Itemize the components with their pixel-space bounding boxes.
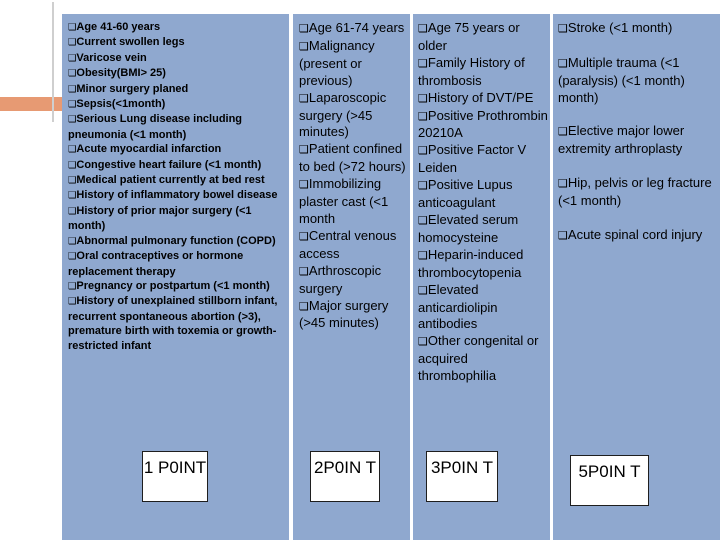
risk-factor-item: ❑Multiple trauma (<1 (paralysis) (<1 month) month) bbox=[558, 54, 685, 105]
checkbox-bullet-icon: ❑ bbox=[68, 37, 77, 49]
checkbox-bullet-icon: ❑ bbox=[68, 235, 77, 247]
checkbox-bullet-icon: ❑ bbox=[418, 283, 428, 297]
checkbox-bullet-icon: ❑ bbox=[418, 179, 428, 193]
risk-factor-item: ❑Elevated serum homocysteine bbox=[418, 211, 519, 245]
risk-factor-list bbox=[68, 20, 286, 353]
risk-factor-item: ❑Abnormal pulmonary function (COPD) bbox=[68, 234, 276, 247]
checkbox-bullet-icon: ❑ bbox=[558, 22, 568, 35]
risk-factor-item: ❑Elective major lower extremity arthroplasty bbox=[558, 123, 685, 157]
risk-factor-list bbox=[418, 20, 548, 385]
checkbox-bullet-icon: ❑ bbox=[68, 280, 77, 292]
checkbox-bullet-icon: ❑ bbox=[68, 296, 77, 308]
points-box-3: 3P0IN T bbox=[426, 451, 498, 502]
checkbox-bullet-icon: ❑ bbox=[299, 39, 309, 53]
checkbox-bullet-icon: ❑ bbox=[68, 175, 77, 187]
risk-factor-item: ❑Patient confined to bed (>72 hours) bbox=[299, 141, 406, 175]
risk-factor-item: ❑Obesity(BMI> 25) bbox=[68, 67, 166, 80]
points-box-1: 1 P0INT bbox=[142, 451, 208, 502]
risk-factor-item: ❑Central venous access bbox=[299, 227, 397, 261]
risk-factor-item: ❑Positive Lupus anticoagulant bbox=[418, 177, 513, 211]
risk-factor-item: ❑Congestive heart failure (<1 month) bbox=[68, 158, 262, 171]
checkbox-bullet-icon: ❑ bbox=[418, 144, 428, 158]
points-box-5: 5P0IN T bbox=[570, 455, 649, 506]
checkbox-bullet-icon: ❑ bbox=[418, 56, 428, 70]
risk-factor-list bbox=[558, 20, 720, 262]
checkbox-bullet-icon: ❑ bbox=[558, 228, 568, 242]
checkbox-bullet-icon: ❑ bbox=[299, 143, 309, 157]
risk-factor-item: ❑Age 75 years or older bbox=[418, 20, 520, 53]
risk-factor-item: ❑Acute myocardial infarction bbox=[68, 143, 222, 156]
checkbox-bullet-icon: ❑ bbox=[418, 109, 428, 123]
risk-factor-item: ❑Major surgery (>45 minutes) bbox=[299, 297, 389, 331]
risk-factor-item: ❑Other congenital or acquired thrombophilia bbox=[418, 333, 539, 384]
risk-factor-item: ❑Oral contraceptives or hormone replacement therapy bbox=[68, 250, 244, 278]
risk-factor-item: ❑Sepsis(<1month) bbox=[68, 98, 166, 111]
risk-factor-item: ❑Family History of thrombosis bbox=[418, 54, 525, 88]
checkbox-bullet-icon: ❑ bbox=[68, 99, 77, 111]
risk-factor-item: ❑History of prior major surgery (<1 month) bbox=[68, 204, 252, 233]
checkbox-bullet-icon: ❑ bbox=[299, 264, 309, 278]
checkbox-bullet-icon: ❑ bbox=[68, 83, 77, 95]
checkbox-bullet-icon: ❑ bbox=[68, 190, 77, 202]
checkbox-bullet-icon: ❑ bbox=[418, 91, 428, 105]
checkbox-bullet-icon: ❑ bbox=[299, 22, 309, 35]
risk-factor-item: ❑Current swollen legs bbox=[68, 36, 185, 49]
risk-factor-item: ❑Varicose vein bbox=[68, 51, 147, 64]
risk-factor-item: ❑Laparoscopic surgery (>45 minutes) bbox=[299, 89, 387, 140]
risk-factor-item: ❑Hip, pelvis or leg fracture (<1 month) bbox=[558, 175, 712, 209]
checkbox-bullet-icon: ❑ bbox=[558, 177, 568, 191]
risk-factor-item: ❑Malignancy (present or previous) bbox=[299, 37, 375, 88]
risk-factor-list bbox=[299, 20, 409, 332]
checkbox-bullet-icon: ❑ bbox=[68, 144, 77, 156]
risk-factor-item: ❑History of inflammatory bowel disease bbox=[68, 189, 278, 202]
points-box-2: 2P0IN T bbox=[310, 451, 380, 502]
risk-factor-item: ❑Heparin-induced thrombocytopenia bbox=[418, 246, 524, 280]
risk-factor-item: ❑Serious Lung disease including pneumonia (<1 month) bbox=[68, 113, 243, 141]
checkbox-bullet-icon: ❑ bbox=[418, 248, 428, 262]
risk-factor-item: ❑Age 41-60 years bbox=[68, 21, 161, 33]
risk-factor-item: ❑Pregnancy or postpartum (<1 month) bbox=[68, 279, 270, 292]
checkbox-bullet-icon: ❑ bbox=[68, 52, 77, 64]
checkbox-bullet-icon: ❑ bbox=[299, 229, 309, 243]
checkbox-bullet-icon: ❑ bbox=[68, 251, 77, 263]
risk-factor-item: ❑Immobilizing plaster cast (<1 month bbox=[299, 176, 389, 226]
risk-factor-item: ❑Acute spinal cord injury bbox=[558, 226, 703, 242]
checkbox-bullet-icon: ❑ bbox=[418, 213, 428, 227]
checkbox-bullet-icon: ❑ bbox=[418, 335, 428, 349]
checkbox-bullet-icon: ❑ bbox=[68, 205, 77, 217]
risk-factor-item: ❑History of unexplained stillborn infant, recurrent spontaneous abortion (>3), premature birth with toxemia or growth-restricted infant bbox=[68, 295, 278, 352]
checkbox-bullet-icon: ❑ bbox=[68, 22, 77, 33]
checkbox-bullet-icon: ❑ bbox=[558, 56, 568, 70]
risk-factor-item: ❑Minor surgery planed bbox=[68, 82, 189, 95]
checkbox-bullet-icon: ❑ bbox=[68, 114, 77, 126]
checkbox-bullet-icon: ❑ bbox=[68, 68, 77, 80]
checkbox-bullet-icon: ❑ bbox=[299, 299, 309, 313]
risk-factor-item: ❑Arthroscopic surgery bbox=[299, 262, 382, 296]
risk-factor-item: ❑Age 61-74 years bbox=[299, 20, 405, 35]
checkbox-bullet-icon: ❑ bbox=[299, 91, 309, 105]
risk-factor-item: ❑Elevated anticardiolipin antibodies bbox=[418, 281, 498, 332]
risk-factor-item: ❑Medical patient currently at bed rest bbox=[68, 174, 265, 187]
risk-factor-item: ❑History of DVT/PE bbox=[418, 89, 534, 105]
risk-factor-item: ❑Positive Prothrombin 20210A bbox=[418, 107, 548, 141]
checkbox-bullet-icon: ❑ bbox=[299, 178, 309, 192]
checkbox-bullet-icon: ❑ bbox=[68, 159, 77, 171]
checkbox-bullet-icon: ❑ bbox=[418, 22, 428, 35]
checkbox-bullet-icon: ❑ bbox=[558, 125, 568, 139]
risk-factor-item: ❑Positive Factor V Leiden bbox=[418, 142, 527, 176]
decorative-vertical-line bbox=[52, 2, 54, 122]
risk-factor-item: ❑Stroke (<1 month) bbox=[558, 20, 673, 35]
